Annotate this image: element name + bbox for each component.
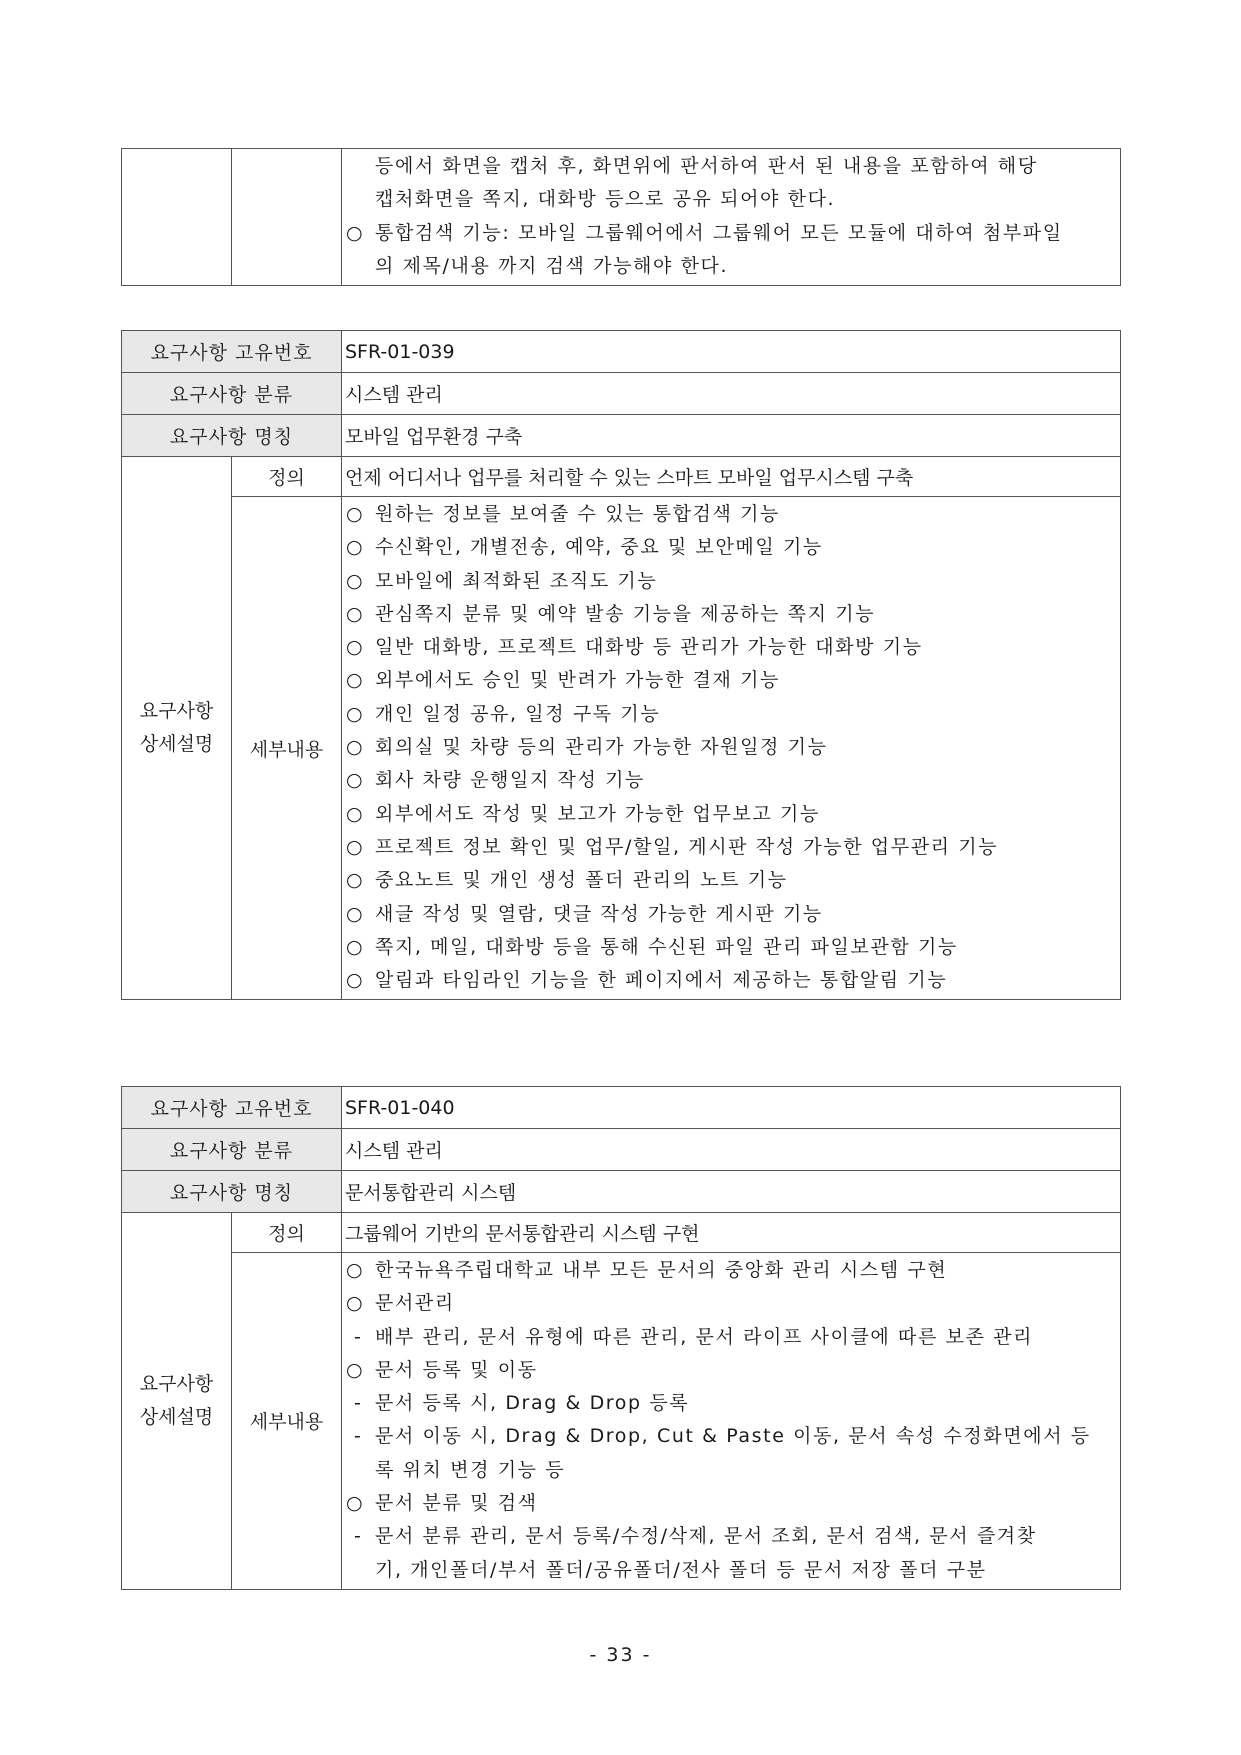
- requirement-category: 시스템 관리: [342, 1129, 1121, 1171]
- sub-item: - 문서 분류 관리, 문서 등록/수정/삭제, 문서 조회, 문서 검색, 문서 즐겨찾: [346, 1520, 1120, 1553]
- list-item: ○ 원하는 정보를 보여줄 수 있는 통합검색 기능: [346, 498, 1120, 531]
- bullet-icon: ○: [346, 969, 365, 992]
- bullet-icon: ○: [346, 869, 365, 892]
- requirement-id: SFR-01-040: [342, 1087, 1121, 1129]
- page-number: - 33 -: [589, 1644, 652, 1666]
- list-item: ○ 문서관리: [346, 1287, 1120, 1320]
- list-item: ○ 중요노트 및 개인 생성 폴더 관리의 노트 기능: [346, 864, 1120, 897]
- list-item: ○ 외부에서도 작성 및 보고가 가능한 업무보고 기능: [346, 798, 1120, 831]
- bullet-icon: ○: [346, 636, 365, 659]
- list-item: ○ 알림과 타임라인 기능을 한 페이지에서 제공하는 통합알림 기능: [346, 964, 1120, 997]
- requirement-table-040: [121, 1086, 1121, 1590]
- requirement-id: SFR-01-039: [342, 331, 1121, 373]
- list-item: ○ 한국뉴욕주립대학교 내부 모든 문서의 중앙화 관리 시스템 구현: [346, 1254, 1120, 1287]
- category-label: 요구사항 분류: [122, 1129, 342, 1171]
- dash-icon: -: [354, 1525, 363, 1548]
- empty-cell: [122, 149, 232, 286]
- list-item: ○ 관심쪽지 분류 및 예약 발송 기능을 제공하는 쪽지 기능: [346, 598, 1120, 631]
- list-item: ○ 회의실 및 차량 등의 관리가 가능한 자원일정 기능: [346, 731, 1120, 764]
- empty-cell: [232, 149, 342, 286]
- sub-item-continued: 기, 개인폴더/부서 폴더/공유폴더/전사 폴더 등 문서 저장 폴더 구분: [375, 1558, 987, 1581]
- detail-label: 요구사항 상세설명: [122, 457, 232, 1000]
- id-label: 요구사항 고유번호: [122, 1087, 342, 1129]
- list-item: ○ 외부에서도 승인 및 반려가 가능한 결재 기능: [346, 664, 1120, 697]
- sub-item: - 배부 관리, 문서 유형에 따른 관리, 문서 라이프 사이클에 따른 보존 관리: [346, 1321, 1120, 1354]
- requirement-definition: 언제 어디서나 업무를 처리할 수 있는 스마트 모바일 업무시스템 구축: [342, 457, 1121, 497]
- dash-icon: -: [354, 1325, 363, 1348]
- list-item: ○ 문서 분류 및 검색: [346, 1487, 1120, 1520]
- dash-icon: -: [354, 1392, 363, 1415]
- content-label: 세부내용: [232, 497, 342, 1000]
- bullet-icon: ○: [346, 802, 365, 825]
- list-item: ○ 수신확인, 개별전송, 예약, 중요 및 보안메일 기능: [346, 531, 1120, 564]
- list-item: ○ 개인 일정 공유, 일정 구독 기능: [346, 698, 1120, 731]
- id-label: 요구사항 고유번호: [122, 331, 342, 373]
- bullet-icon: ○: [346, 1358, 365, 1381]
- detail-label: 요구사항 상세설명: [122, 1213, 232, 1590]
- requirement-table-039: [121, 330, 1121, 1000]
- category-label: 요구사항 분류: [122, 373, 342, 415]
- bullet-icon: ○: [346, 935, 365, 958]
- continued-requirement-table: [121, 148, 1121, 286]
- bullet-icon: ○: [346, 835, 365, 858]
- dash-icon: -: [354, 1425, 363, 1448]
- list-item: ○ 모바일에 최적화된 조직도 기능: [346, 565, 1120, 598]
- requirement-content: [342, 1253, 1121, 1590]
- definition-label: 정의: [232, 457, 342, 497]
- detail-line: 의 제목/내용 까지 검색 가능해야 한다.: [375, 254, 729, 277]
- bullet-icon: ○: [346, 536, 365, 559]
- requirement-content: [342, 497, 1121, 1000]
- definition-label: 정의: [232, 1213, 342, 1253]
- bullet-icon: ○: [346, 221, 365, 244]
- sub-item: - 문서 등록 시, Drag & Drop 등록: [346, 1387, 1120, 1420]
- list-item: ○ 새글 작성 및 열람, 댓글 작성 가능한 게시판 기능: [346, 898, 1120, 931]
- sub-item: - 문서 이동 시, Drag & Drop, Cut & Paste 이동, 문서 속성 수정화면에서 등: [346, 1420, 1120, 1453]
- bullet-icon: ○: [346, 602, 365, 625]
- sub-item-continued: 록 위치 변경 기능 등: [375, 1458, 566, 1481]
- requirement-name: 문서통합관리 시스템: [342, 1171, 1121, 1213]
- name-label: 요구사항 명칭: [122, 415, 342, 457]
- bullet-icon: ○: [346, 569, 365, 592]
- bullet-icon: ○: [346, 1259, 365, 1281]
- content-label: 세부내용: [232, 1253, 342, 1590]
- bullet-icon: ○: [346, 702, 365, 725]
- requirement-definition: 그룹웨어 기반의 문서통합관리 시스템 구현: [342, 1213, 1121, 1253]
- bullet-icon: ○: [346, 1492, 365, 1515]
- continued-detail-cell: [342, 149, 1121, 286]
- requirement-category: 시스템 관리: [342, 373, 1121, 415]
- list-item: ○ 일반 대화방, 프로젝트 대화방 등 관리가 가능한 대화방 기능: [346, 631, 1120, 664]
- bullet-icon: ○: [346, 769, 365, 792]
- list-item: ○ 회사 차량 운행일지 작성 기능: [346, 764, 1120, 797]
- bullet-icon: ○: [346, 669, 365, 692]
- detail-line: 캡처화면을 쪽지, 대화방 등으로 공유 되어야 한다.: [375, 188, 836, 211]
- list-item: ○ 쪽지, 메일, 대화방 등을 통해 수신된 파일 관리 파일보관함 기능: [346, 931, 1120, 964]
- bullet-icon: ○: [346, 503, 365, 525]
- bullet-icon: ○: [346, 736, 365, 759]
- list-item: ○ 문서 등록 및 이동: [346, 1354, 1120, 1387]
- bullet-icon: ○: [346, 1292, 365, 1315]
- bullet-icon: ○: [346, 902, 365, 925]
- detail-line: ○ 통합검색 기능: 모바일 그룹웨어에서 그룹웨어 모든 모듈에 대하여 첨부파일: [346, 217, 1120, 250]
- name-label: 요구사항 명칭: [122, 1171, 342, 1213]
- requirement-name: 모바일 업무환경 구축: [342, 415, 1121, 457]
- list-item: ○ 프로젝트 정보 확인 및 업무/할일, 게시판 작성 가능한 업무관리 기능: [346, 831, 1120, 864]
- detail-line: 등에서 화면을 캡처 후, 화면위에 판서하여 판서 된 내용을 포함하여 해당: [375, 155, 1038, 177]
